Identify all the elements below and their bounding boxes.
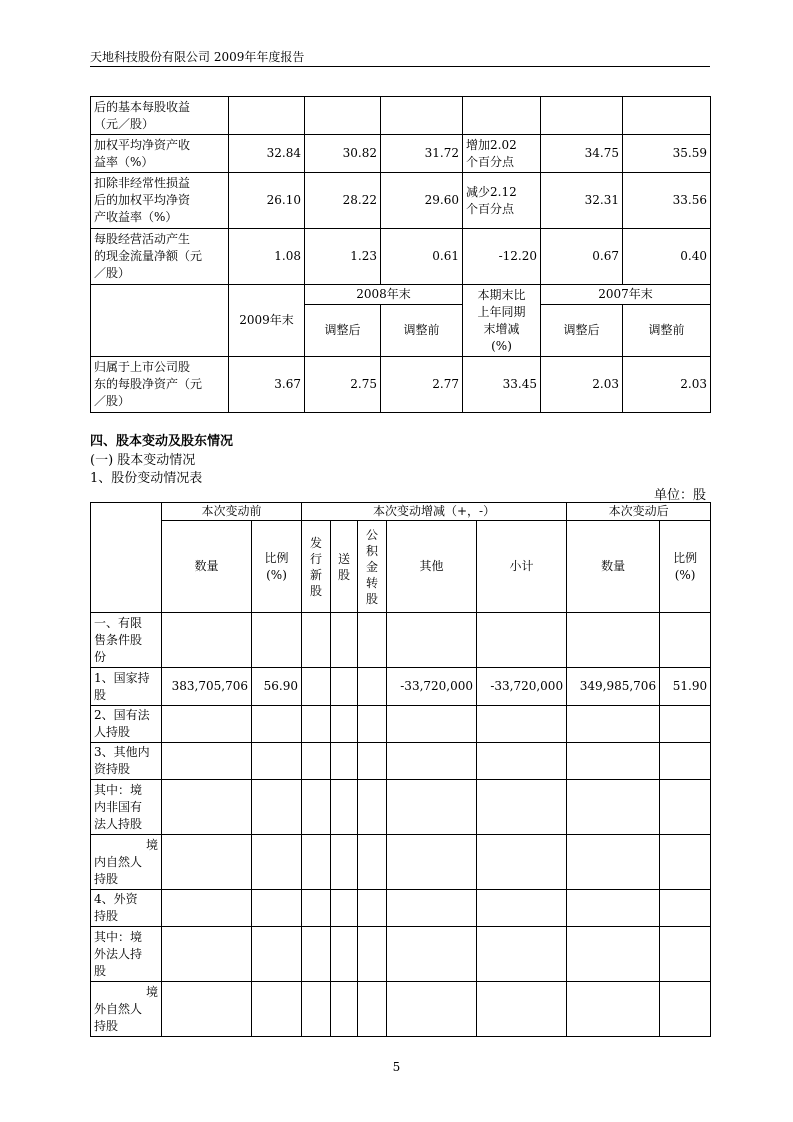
blank-header-cell bbox=[91, 285, 229, 357]
header-divider bbox=[90, 66, 710, 67]
ratio-before-cell: 56.90 bbox=[252, 668, 302, 706]
row-label-line: ／股） bbox=[94, 266, 131, 280]
value-cell: 2.03 bbox=[541, 357, 623, 413]
ratio-before-cell bbox=[252, 780, 302, 835]
table-header-row bbox=[91, 285, 711, 305]
row-label-line: 产收益率（%） bbox=[94, 210, 178, 224]
subtotal-cell bbox=[477, 743, 567, 780]
page-header-title: 天地科技股份有限公司 2009年年度报告 bbox=[90, 50, 305, 64]
header-ratio-before-line: 比例 bbox=[264, 550, 289, 565]
bonus-cell bbox=[331, 780, 358, 835]
header-issue-new-line: 发 bbox=[310, 535, 323, 550]
row-label bbox=[91, 613, 162, 668]
value-cell: 0.67 bbox=[541, 229, 623, 285]
section-heading-4: 四、股本变动及股东情况 bbox=[90, 434, 234, 449]
row-label bbox=[91, 890, 162, 927]
other-cell bbox=[387, 835, 477, 890]
issue-new-cell bbox=[302, 890, 331, 927]
row-label-line: 3、其他内 bbox=[94, 745, 150, 759]
section-heading-4-1-1: 1、股份变动情况表 bbox=[90, 471, 203, 486]
row-label-line: 4、外资 bbox=[94, 892, 138, 906]
value-cell: 2.75 bbox=[305, 357, 381, 413]
other-cell bbox=[387, 890, 477, 927]
header-reserve-transfer-line: 公 bbox=[366, 527, 379, 542]
header-ratio-after-line: (%) bbox=[674, 567, 696, 582]
row-label-line: 法人持股 bbox=[94, 816, 143, 831]
row-label bbox=[91, 835, 162, 890]
value-cell: 33.45 bbox=[463, 357, 541, 413]
header-bonus-line: 股 bbox=[338, 567, 351, 582]
subtotal-cell bbox=[477, 706, 567, 743]
row-label-line: ／股） bbox=[94, 394, 131, 408]
share-change-table bbox=[90, 502, 711, 1037]
change-cell-line: 个百分点 bbox=[466, 201, 515, 216]
table-row bbox=[91, 982, 711, 1037]
header-adjusted-before: 调整前 bbox=[381, 305, 463, 357]
value-cell: 2.77 bbox=[381, 357, 463, 413]
ratio-after-cell bbox=[660, 743, 711, 780]
issue-new-cell bbox=[302, 613, 331, 668]
header-reserve-transfer-line: 转 bbox=[366, 575, 379, 590]
qty-after-cell bbox=[567, 780, 660, 835]
ratio-after-cell bbox=[660, 835, 711, 890]
value-cell: 29.60 bbox=[381, 173, 463, 229]
change-cell-line: 减少2.12 bbox=[466, 184, 517, 199]
table-row bbox=[91, 613, 711, 668]
other-cell bbox=[387, 743, 477, 780]
header-change-line: (%) bbox=[491, 338, 512, 353]
row-label-line: 内非国有 bbox=[94, 799, 143, 814]
value-cell bbox=[229, 97, 305, 135]
reserve-transfer-cell bbox=[358, 890, 387, 927]
header-issue-new-line: 股 bbox=[310, 583, 323, 598]
table-row bbox=[91, 357, 711, 413]
reserve-transfer-cell bbox=[358, 835, 387, 890]
subtotal-cell: -33,720,000 bbox=[477, 668, 567, 706]
header-change bbox=[463, 285, 541, 357]
bonus-cell bbox=[331, 668, 358, 706]
row-label-line: 后的基本每股收益 bbox=[94, 99, 191, 114]
row-label-line: 归属于上市公司股 bbox=[94, 360, 191, 374]
value-cell: 30.82 bbox=[305, 135, 381, 173]
issue-new-cell bbox=[302, 706, 331, 743]
ratio-after-cell bbox=[660, 890, 711, 927]
row-label-line: 的现金流量净额（元 bbox=[94, 249, 203, 263]
table-row bbox=[91, 97, 711, 135]
qty-before-cell bbox=[162, 982, 252, 1037]
row-label-line: 持股 bbox=[94, 1018, 119, 1033]
other-cell bbox=[387, 613, 477, 668]
header-reserve-transfer-line: 金 bbox=[366, 559, 379, 574]
row-label bbox=[91, 927, 162, 982]
row-label-line: 持股 bbox=[94, 909, 119, 923]
subtotal-cell bbox=[477, 927, 567, 982]
header-reserve-transfer-line: 股 bbox=[366, 591, 379, 606]
row-label-line: 其中：境 bbox=[94, 929, 143, 944]
value-cell bbox=[623, 97, 711, 135]
header-ratio-after-line: 比例 bbox=[673, 550, 698, 565]
qty-before-cell bbox=[162, 743, 252, 780]
row-label-line: 每股经营活动产生 bbox=[94, 232, 191, 246]
reserve-transfer-cell bbox=[358, 780, 387, 835]
table-header-row bbox=[91, 521, 711, 613]
ratio-after-cell bbox=[660, 706, 711, 743]
header-adjusted-after: 调整后 bbox=[305, 305, 381, 357]
other-cell: -33,720,000 bbox=[387, 668, 477, 706]
row-label-line: 售条件股 bbox=[94, 632, 143, 647]
page-number: 5 bbox=[392, 1060, 401, 1074]
reserve-transfer-cell bbox=[358, 706, 387, 743]
row-label bbox=[91, 780, 162, 835]
header-issue-new-line: 行 bbox=[310, 551, 323, 566]
row-label bbox=[91, 229, 229, 285]
header-subtotal: 小计 bbox=[477, 521, 567, 613]
header-2007: 2007年末 bbox=[541, 285, 711, 305]
qty-after-cell bbox=[567, 743, 660, 780]
row-label-line: 2、国有法 bbox=[94, 708, 150, 722]
row-label-line: （元／股） bbox=[94, 116, 155, 131]
row-label-line: 人持股 bbox=[94, 725, 131, 739]
qty-before-cell: 383,705,706 bbox=[162, 668, 252, 706]
header-bonus bbox=[331, 521, 358, 613]
financial-indicators-table bbox=[90, 96, 711, 413]
reserve-transfer-cell bbox=[358, 613, 387, 668]
value-cell bbox=[541, 97, 623, 135]
ratio-after-cell bbox=[660, 927, 711, 982]
header-ratio-after bbox=[660, 521, 711, 613]
qty-after-cell bbox=[567, 835, 660, 890]
value-cell: 28.22 bbox=[305, 173, 381, 229]
header-qty-before: 数量 bbox=[162, 521, 252, 613]
row-label-line: 东的每股净资产（元 bbox=[94, 377, 203, 391]
table-row bbox=[91, 229, 711, 285]
bonus-cell bbox=[331, 706, 358, 743]
qty-before-cell bbox=[162, 613, 252, 668]
value-cell: 26.10 bbox=[229, 173, 305, 229]
subtotal-cell bbox=[477, 613, 567, 668]
issue-new-cell bbox=[302, 743, 331, 780]
group-before-header: 本次变动前 bbox=[162, 503, 302, 521]
qty-before-cell bbox=[162, 890, 252, 927]
qty-before-cell bbox=[162, 780, 252, 835]
group-after-header: 本次变动后 bbox=[567, 503, 711, 521]
ratio-before-cell bbox=[252, 706, 302, 743]
row-label-line: 加权平均净资产收 bbox=[94, 137, 191, 152]
qty-after-cell bbox=[567, 613, 660, 668]
bonus-cell bbox=[331, 835, 358, 890]
row-label-line: 扣除非经常性损益 bbox=[94, 176, 191, 190]
header-issue-new bbox=[302, 521, 331, 613]
header-qty-after: 数量 bbox=[567, 521, 660, 613]
table-row bbox=[91, 927, 711, 982]
header-adjusted-after: 调整后 bbox=[541, 305, 623, 357]
reserve-transfer-cell bbox=[358, 982, 387, 1037]
value-cell: 35.59 bbox=[623, 135, 711, 173]
row-label-line: 持股 bbox=[94, 871, 119, 886]
header-2009: 2009年末 bbox=[229, 285, 305, 357]
other-cell bbox=[387, 927, 477, 982]
change-cell-line: 个百分点 bbox=[466, 154, 515, 169]
bonus-cell bbox=[331, 890, 358, 927]
header-issue-new-line: 新 bbox=[310, 567, 323, 582]
group-change-header: 本次变动增减（+，-） bbox=[302, 503, 567, 521]
value-cell: 33.56 bbox=[623, 173, 711, 229]
row-label-line: 资持股 bbox=[94, 762, 131, 776]
value-cell: -12.20 bbox=[463, 229, 541, 285]
header-change-line: 本期末比 bbox=[477, 287, 526, 302]
header-ratio-before bbox=[252, 521, 302, 613]
ratio-before-cell bbox=[252, 835, 302, 890]
ratio-before-cell bbox=[252, 982, 302, 1037]
header-change-line: 末增减 bbox=[483, 321, 520, 336]
row-label-line: 内自然人 bbox=[94, 854, 143, 869]
table-row bbox=[91, 780, 711, 835]
header-reserve-transfer bbox=[358, 521, 387, 613]
bonus-cell bbox=[331, 613, 358, 668]
header-ratio-before-line: (%) bbox=[266, 567, 287, 582]
section-heading-4-1: (一) 股本变动情况 bbox=[90, 453, 196, 468]
row-label-line: 境 bbox=[145, 837, 158, 852]
row-label-line: 其中：境 bbox=[94, 782, 143, 797]
row-label-line: 外法人持 bbox=[94, 946, 143, 961]
change-cell-line: 增加2.02 bbox=[466, 137, 517, 152]
header-change-line: 上年同期 bbox=[477, 304, 526, 319]
row-label-line: 一、有限 bbox=[94, 615, 143, 630]
header-2008: 2008年末 bbox=[305, 285, 463, 305]
table-row bbox=[91, 890, 711, 927]
issue-new-cell bbox=[302, 982, 331, 1037]
row-label bbox=[91, 982, 162, 1037]
ratio-before-cell bbox=[252, 927, 302, 982]
ratio-after-cell bbox=[660, 982, 711, 1037]
blank-header-cell bbox=[91, 503, 162, 613]
row-label bbox=[91, 135, 229, 173]
row-label bbox=[91, 173, 229, 229]
value-cell: 0.61 bbox=[381, 229, 463, 285]
row-label-line: 外自然人 bbox=[94, 1001, 143, 1016]
header-other: 其他 bbox=[387, 521, 477, 613]
table-header-row bbox=[91, 503, 711, 521]
issue-new-cell bbox=[302, 835, 331, 890]
row-label-line: 1、国家持 bbox=[94, 670, 150, 685]
ratio-after-cell: 51.90 bbox=[660, 668, 711, 706]
qty-before-cell bbox=[162, 835, 252, 890]
issue-new-cell bbox=[302, 668, 331, 706]
table-row bbox=[91, 668, 711, 706]
value-cell: 3.67 bbox=[229, 357, 305, 413]
ratio-before-cell bbox=[252, 890, 302, 927]
reserve-transfer-cell bbox=[358, 743, 387, 780]
table-row bbox=[91, 835, 711, 890]
row-label-line: 益率（%） bbox=[94, 154, 154, 169]
ratio-before-cell bbox=[252, 613, 302, 668]
unit-label: 单位：股 bbox=[653, 488, 706, 503]
value-cell: 31.72 bbox=[381, 135, 463, 173]
reserve-transfer-cell bbox=[358, 927, 387, 982]
value-cell bbox=[463, 97, 541, 135]
qty-after-cell bbox=[567, 706, 660, 743]
row-label bbox=[91, 97, 229, 135]
subtotal-cell bbox=[477, 982, 567, 1037]
value-cell: 0.40 bbox=[623, 229, 711, 285]
header-adjusted-before: 调整前 bbox=[623, 305, 711, 357]
issue-new-cell bbox=[302, 780, 331, 835]
qty-before-cell bbox=[162, 706, 252, 743]
row-label-line: 股 bbox=[94, 963, 107, 978]
qty-after-cell bbox=[567, 890, 660, 927]
subtotal-cell bbox=[477, 780, 567, 835]
value-cell: 1.08 bbox=[229, 229, 305, 285]
ratio-after-cell bbox=[660, 613, 711, 668]
bonus-cell bbox=[331, 927, 358, 982]
row-label bbox=[91, 357, 229, 413]
qty-after-cell bbox=[567, 982, 660, 1037]
qty-before-cell bbox=[162, 927, 252, 982]
table-row bbox=[91, 173, 711, 229]
value-cell: 34.75 bbox=[541, 135, 623, 173]
row-label bbox=[91, 706, 162, 743]
value-cell bbox=[381, 97, 463, 135]
table-row bbox=[91, 743, 711, 780]
value-cell: 32.31 bbox=[541, 173, 623, 229]
other-cell bbox=[387, 706, 477, 743]
header-bonus-line: 送 bbox=[338, 551, 351, 566]
row-label bbox=[91, 668, 162, 706]
row-label-line: 股 bbox=[94, 687, 107, 702]
row-label-line: 后的加权平均净资 bbox=[94, 193, 191, 207]
subtotal-cell bbox=[477, 835, 567, 890]
issue-new-cell bbox=[302, 927, 331, 982]
change-cell bbox=[463, 135, 541, 173]
ratio-before-cell bbox=[252, 743, 302, 780]
table-row bbox=[91, 706, 711, 743]
value-cell bbox=[305, 97, 381, 135]
header-reserve-transfer-line: 积 bbox=[366, 543, 379, 558]
qty-after-cell bbox=[567, 927, 660, 982]
bonus-cell bbox=[331, 982, 358, 1037]
value-cell: 32.84 bbox=[229, 135, 305, 173]
bonus-cell bbox=[331, 743, 358, 780]
reserve-transfer-cell bbox=[358, 668, 387, 706]
qty-after-cell: 349,985,706 bbox=[567, 668, 660, 706]
row-label-line: 境 bbox=[145, 984, 158, 999]
other-cell bbox=[387, 780, 477, 835]
ratio-after-cell bbox=[660, 780, 711, 835]
value-cell: 1.23 bbox=[305, 229, 381, 285]
other-cell bbox=[387, 982, 477, 1037]
row-label bbox=[91, 743, 162, 780]
table-row bbox=[91, 135, 711, 173]
change-cell bbox=[463, 173, 541, 229]
row-label-line: 份 bbox=[94, 649, 107, 664]
subtotal-cell bbox=[477, 890, 567, 927]
value-cell: 2.03 bbox=[623, 357, 711, 413]
